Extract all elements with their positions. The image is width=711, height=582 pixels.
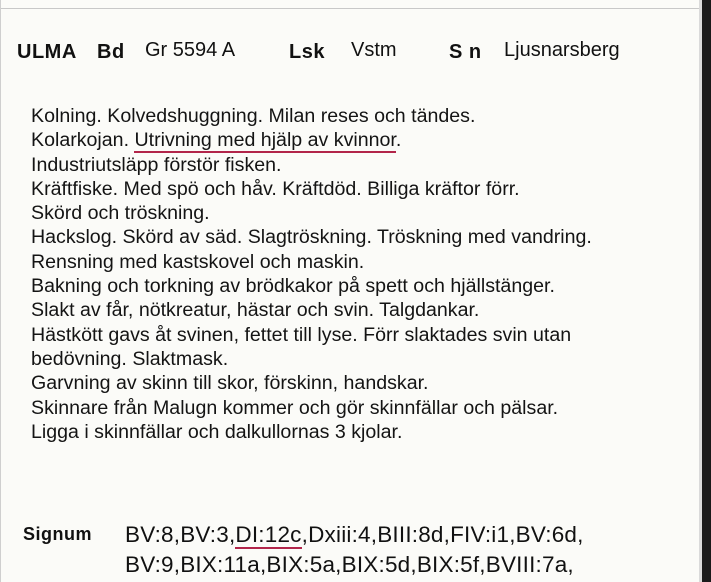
body-line: Hästkött gavs åt svinen, fettet till lyse. Förr slaktades svin utan — [31, 323, 572, 346]
signum-line: BV:9,BIX:11a,BIX:5a,BIX:5d,BIX:5f,BVIII:7a, — [125, 552, 574, 577]
bd-value: Gr 5594 A — [145, 39, 236, 61]
card-top-rule — [1, 8, 702, 9]
body-line — [31, 128, 701, 152]
body-line: Skörd och tröskning. — [31, 202, 210, 225]
archive-label: ULMA — [17, 41, 77, 63]
lsk-value: Vstm — [351, 39, 397, 61]
body-line: Slakt av får, nötkreatur, hästar och svin. Talgdankar. — [31, 299, 480, 322]
card-body — [31, 104, 701, 444]
body-line: Bakning och torkning av brödkakor på spett och hjällstänger. — [31, 275, 555, 298]
body-line: Skinnare från Malugn kommer och gör skinnfällar och pälsar. — [31, 396, 559, 419]
body-line: Garvning av skinn till skor, förskinn, handskar. — [31, 372, 429, 395]
signum-codes-post: ,Dxiii:4,BIII:8d,FIV:i1,BV:6d, — [301, 522, 584, 547]
sn-value: Ljusnarsberg — [504, 39, 620, 61]
signum-underlined-code: DI:12c — [235, 522, 302, 547]
signum-line — [125, 520, 584, 550]
body-line-text: Kolarkojan. — [31, 129, 135, 152]
body-line: Kräftfiske. Med spö och håv. Kräftdöd. Billiga kräftor förr. — [31, 177, 520, 200]
signum-label: Signum — [23, 524, 92, 544]
signum-codes — [125, 520, 584, 580]
sn-label: S n — [449, 41, 482, 63]
body-line: bedövning. Slaktmask. — [31, 347, 229, 370]
card-header — [17, 38, 697, 68]
signum-codes-pre: BV:8,BV:3, — [125, 522, 236, 547]
body-line: Industriutsläpp förstör fisken. — [31, 153, 282, 176]
lsk-label: Lsk — [289, 41, 325, 63]
bd-label: Bd — [97, 41, 125, 63]
body-line-tail: . — [395, 129, 402, 152]
body-line: Rensning med kastskovel och maskin. — [31, 250, 365, 273]
underlined-phrase: Utrivning med hjälp av kvinnor — [134, 129, 396, 152]
body-line: Kolning. Kolvedshuggning. Milan reses och tändes. — [31, 105, 476, 127]
body-line: Hackslog. Skörd av säd. Slagtröskning. Tröskning med vandring. — [31, 226, 592, 249]
body-line: Ligga i skinnfällar och dalkullornas 3 kjolar. — [31, 420, 403, 443]
